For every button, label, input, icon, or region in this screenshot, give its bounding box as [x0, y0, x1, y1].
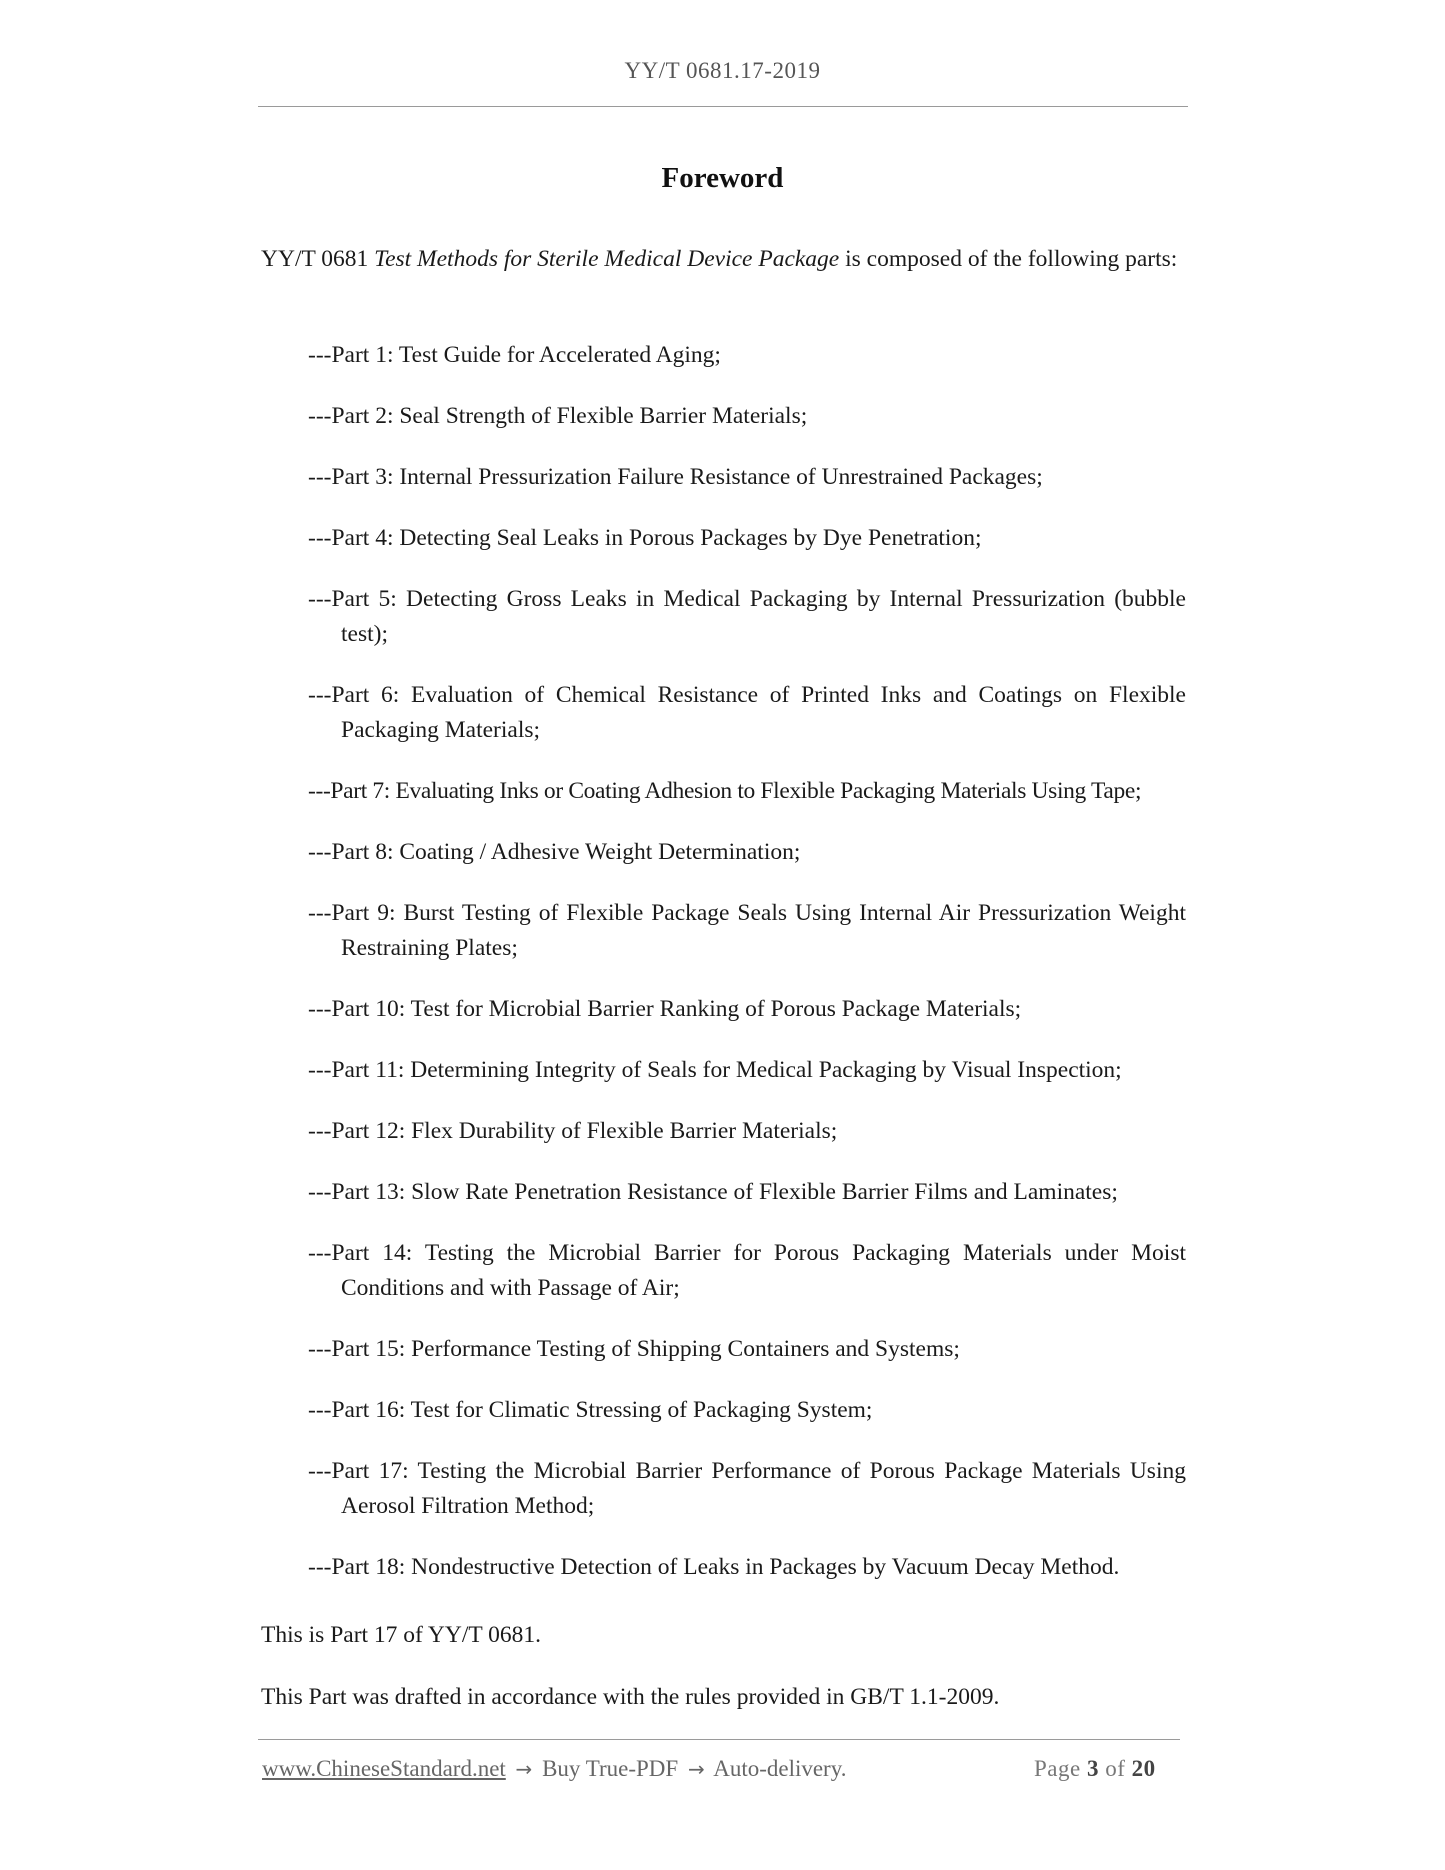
closing-part-statement: This is Part 17 of YY/T 0681.	[261, 1622, 542, 1648]
part-item-5: ---Part 5: Detecting Gross Leaks in Medical Packaging by Internal Pressurization (bubble test);	[308, 586, 1186, 647]
closing-drafting-statement: This Part was drafted in accordance with the rules provided in GB/T 1.1-2009.	[261, 1684, 1000, 1710]
part-item-11: ---Part 11: Determining Integrity of Seals for Medical Packaging by Visual Inspection;	[308, 1057, 1122, 1083]
page-indicator	[1034, 1756, 1156, 1782]
part-item-12: ---Part 12: Flex Durability of Flexible Barrier Materials;	[308, 1118, 838, 1144]
part-item-9: ---Part 9: Burst Testing of Flexible Package Seals Using Internal Air Pressurization Weight Restraining Plates;	[308, 900, 1186, 961]
part-item-17: ---Part 17: Testing the Microbial Barrier Performance of Porous Package Materials Using Aerosol Filtration Method;	[308, 1458, 1186, 1519]
intro-prefix: YY/T 0681	[261, 246, 375, 272]
part-item-15: ---Part 15: Performance Testing of Shipping Containers and Systems;	[308, 1336, 960, 1362]
header-divider	[258, 106, 1188, 107]
buy-true-pdf-text: Buy True-PDF	[542, 1756, 679, 1781]
auto-delivery-text: Auto-delivery.	[713, 1756, 847, 1781]
part-item-6: ---Part 6: Evaluation of Chemical Resistance of Printed Inks and Coatings on Flexible Packaging Materials;	[308, 682, 1186, 743]
site-link[interactable]: www.ChineseStandard.net	[262, 1756, 506, 1781]
intro-paragraph	[261, 242, 1186, 277]
part-item-4: ---Part 4: Detecting Seal Leaks in Porous Packages by Dye Penetration;	[308, 525, 982, 551]
part-item-1: ---Part 1: Test Guide for Accelerated Aging;	[308, 342, 721, 368]
part-item-8: ---Part 8: Coating / Adhesive Weight Determination;	[308, 839, 801, 865]
intro-series-title: Test Methods for Sterile Medical Device Package	[374, 246, 840, 272]
arrow-right-icon: →	[515, 1757, 533, 1781]
footer-promo	[262, 1756, 846, 1782]
footer-divider	[258, 1739, 1180, 1740]
parts-list	[308, 338, 1186, 1611]
part-item-2: ---Part 2: Seal Strength of Flexible Barrier Materials;	[308, 403, 808, 429]
part-item-16: ---Part 16: Test for Climatic Stressing of Packaging System;	[308, 1397, 873, 1423]
part-item-10: ---Part 10: Test for Microbial Barrier Ranking of Porous Package Materials;	[308, 996, 1022, 1022]
part-item-14: ---Part 14: Testing the Microbial Barrier for Porous Packaging Materials under Moist Conditions and with Passage of Air;	[308, 1240, 1186, 1301]
page-current-number: 3	[1086, 1756, 1099, 1781]
page-total-number: 20	[1131, 1756, 1156, 1781]
part-item-13: ---Part 13: Slow Rate Penetration Resistance of Flexible Barrier Films and Laminates;	[308, 1179, 1118, 1205]
page-word: Page	[1034, 1756, 1081, 1781]
part-item-3: ---Part 3: Internal Pressurization Failure Resistance of Unrestrained Packages;	[308, 464, 1043, 490]
arrow-right-icon: →	[687, 1757, 705, 1781]
part-item-18: ---Part 18: Nondestructive Detection of Leaks in Packages by Vacuum Decay Method.	[308, 1554, 1120, 1580]
page-title: Foreword	[661, 162, 784, 194]
part-item-7: ---Part 7: Evaluating Inks or Coating Adhesion to Flexible Packaging Materials Using Tape;	[308, 778, 1142, 804]
header-doc-code: YY/T 0681.17-2019	[624, 58, 821, 83]
intro-suffix: is composed of the following parts:	[839, 246, 1178, 272]
of-word: of	[1105, 1756, 1126, 1781]
